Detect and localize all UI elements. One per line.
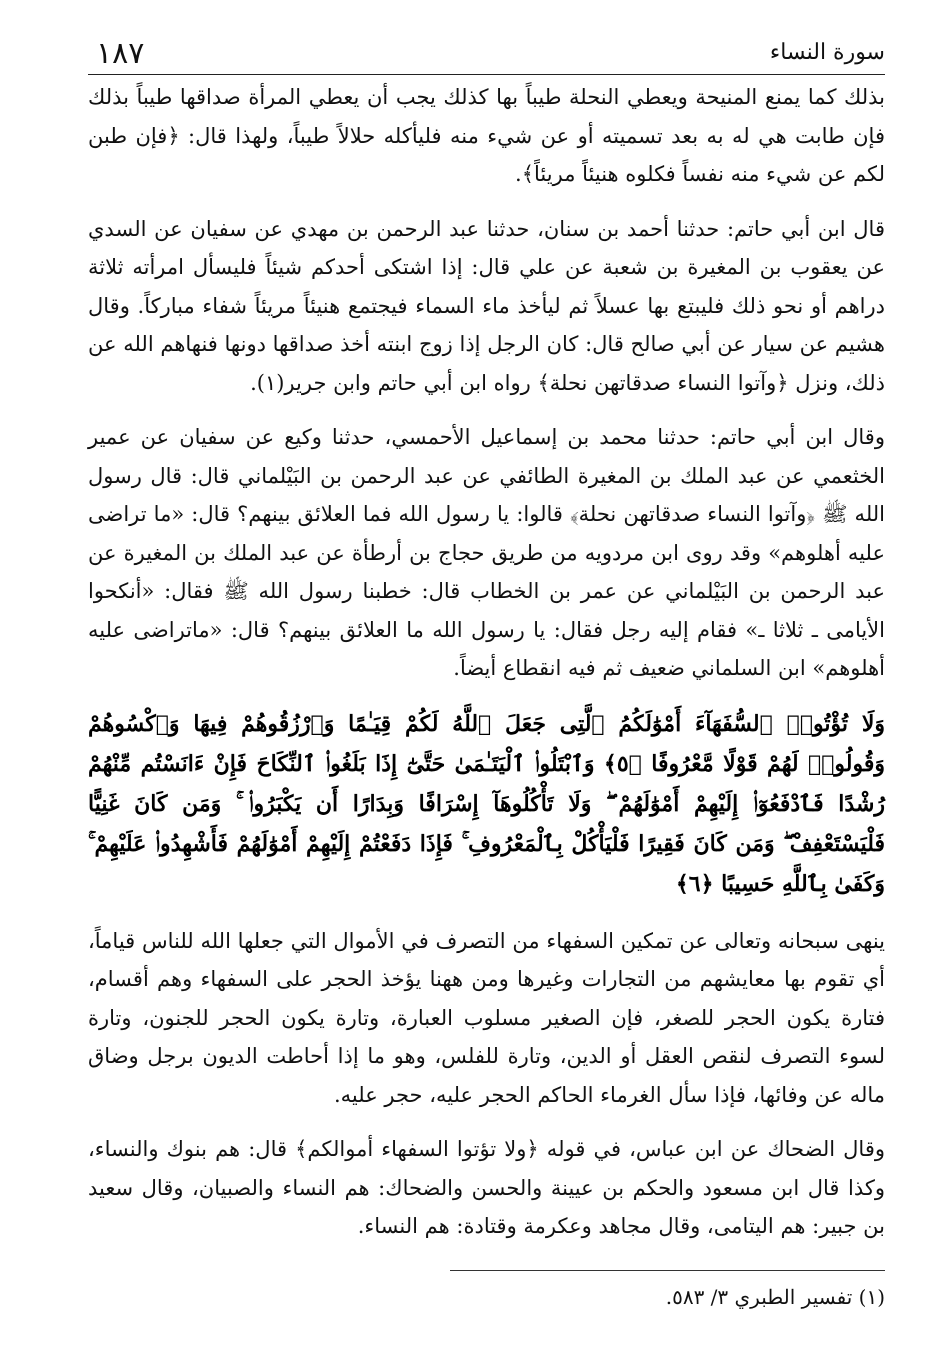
commentary-paragraph-1: ينهى سبحانه وتعالى عن تمكين السفهاء من التصرف في الأموال التي جعلها الله للناس قياماً، أي تقوم بها معايشهم من التجارات وغيرها ومن ههنا يؤخذ الحجر على السفهاء وهم أقسام، فتارة يكون الحجر للصغر، فإن الصغير مسلوب العبارة، وتارة يكون الحجر للجنون، وتارة لسوء التصرف لنقص العقل أو الدين، وتارة للفلس، وهو ما إذا أحاطت الديون برجل وضاق ماله عن وفائها، فإذا سأل الغرماء الحاكم الحجر عليه، حجر عليه. (88, 928, 885, 1107)
quran-verse: وَلَا تُؤْتُوا۟ ٱلسُّفَهَآءَ أَمْوَٰلَكُمُ ٱلَّتِى جَعَلَ ٱللَّهُ لَكُمْ قِيَـٰمًا وَٱرْزُقُوهُمْ فِيهَا وَٱكْسُوهُمْ وَقُولُوا۟ لَهُمْ قَوْلًا مَّعْرُوفًا ﴿٥﴾ وَٱبْتَلُوا۟ ٱلْيَتَـٰمَىٰ حَتَّىٰٓ إِذَا بَلَغُوا۟ ٱلنِّكَاحَ فَإِنْ ءَانَسْتُم مِّنْهُمْ رُشْدًا فَٱدْفَعُوٓا۟ إِلَيْهِمْ أَمْوَٰلَهُمْ ۖ وَلَا تَأْكُلُوهَآ إِسْرَافًا وَبِدَارًا أَن يَكْبَرُوا۟ ۚ وَمَن كَانَ غَنِيًّا فَلْيَسْتَعْفِفْ ۖ وَمَن كَانَ فَقِيرًا فَلْيَأْكُلْ بِٱلْمَعْرُوفِ ۚ فَإِذَا دَفَعْتُمْ إِلَيْهِمْ أَمْوَٰلَهُمْ فَأَشْهِدُوا۟ عَلَيْهِمْ ۚ وَكَفَىٰ بِٱللَّهِ حَسِيبًا ﴿٦﴾ (88, 710, 885, 897)
page-body (88, 78, 885, 1262)
paragraph-2: قال ابن أبي حاتم: حدثنا أحمد بن سنان، حدثنا عبد الرحمن بن مهدي عن سفيان عن السدي عن يعقوب بن المغيرة بن شعبة عن علي قال: إذا اشتكى أحدكم شيئاً فليسأل امرأته ثلاثة دراهم أو نحو ذلك فليبتع بها عسلاً ثم ليأخذ ماء السماء فيجتمع هنيئاً مريئاً شفاء مباركاً. وقال هشيم عن سيار عن أبي صالح قال: كان الرجل إذا زوج ابنته أخذ صداقها دونها فنهاهم الله عن ذلك، ونزل ﴿وآتوا النساء صدقاتهن نحلة﴾ رواه ابن أبي حاتم وابن جرير(١). (88, 216, 885, 395)
page-header (88, 30, 885, 75)
surah-title: سورة النساء (769, 40, 885, 65)
paragraph-3: وقال ابن أبي حاتم: حدثنا محمد بن إسماعيل الأحمسي، حدثنا وكيع عن سفيان عن عمير الخثعمي عن عبد الملك بن المغيرة الطائفي عن عبد الرحمن بن البَيْلماني قال: قال رسول الله ﷺ ﴿وآتوا النساء صدقاتهن نحلة﴾ قالوا: يا رسول الله فما العلائق بينهم؟ قال: «ما تراضى عليه أهلوهم» وقد روى ابن مردويه من طريق حجاج بن أرطأة عن عبد الملك بن المغيرة عن عبد الرحمن بن البَيْلماني عن عمر بن الخطاب قال: خطبنا رسول الله ﷺ فقال: «أنكحوا الأيامى ـ ثلاثا ـ» فقام إليه رجل فقال: يا رسول الله ما العلائق بينهم؟ قال: «ماتراضى عليه أهلوهم» ابن السلماني ضعيف ثم فيه انقطاع أيضاً. (88, 425, 886, 680)
footnote-divider (450, 1270, 885, 1271)
footnote: (١) تفسير الطبري ٣/ ٥٨٣. (665, 1285, 885, 1309)
paragraph-1: بذلك كما يمنع المنيحة ويعطي النحلة طيباً بها كذلك يجب أن يعطي المرأة صداقها طيباً بذلك فإن طابت هي له به بعد تسميته أو عن شيء منه فليأكله حلالاً طيباً، ولهذا قال: ﴿فإن طبن لكم عن شيء منه نفساً فكلوه هنيئاً مريئاً﴾. (88, 85, 885, 186)
page-number: ١٨٧ (96, 36, 145, 71)
commentary-paragraph-2: وقال الضحاك عن ابن عباس، في قوله ﴿ولا تؤتوا السفهاء أموالكم﴾ قال: هم بنوك والنساء، وكذا قال ابن مسعود والحكم بن عيينة والحسن والضحاك: هم النساء والصبيان، وقال سعيد بن جبير: هم اليتامى، وقال مجاهد وعكرمة وقتادة: هم النساء. (88, 1137, 885, 1238)
